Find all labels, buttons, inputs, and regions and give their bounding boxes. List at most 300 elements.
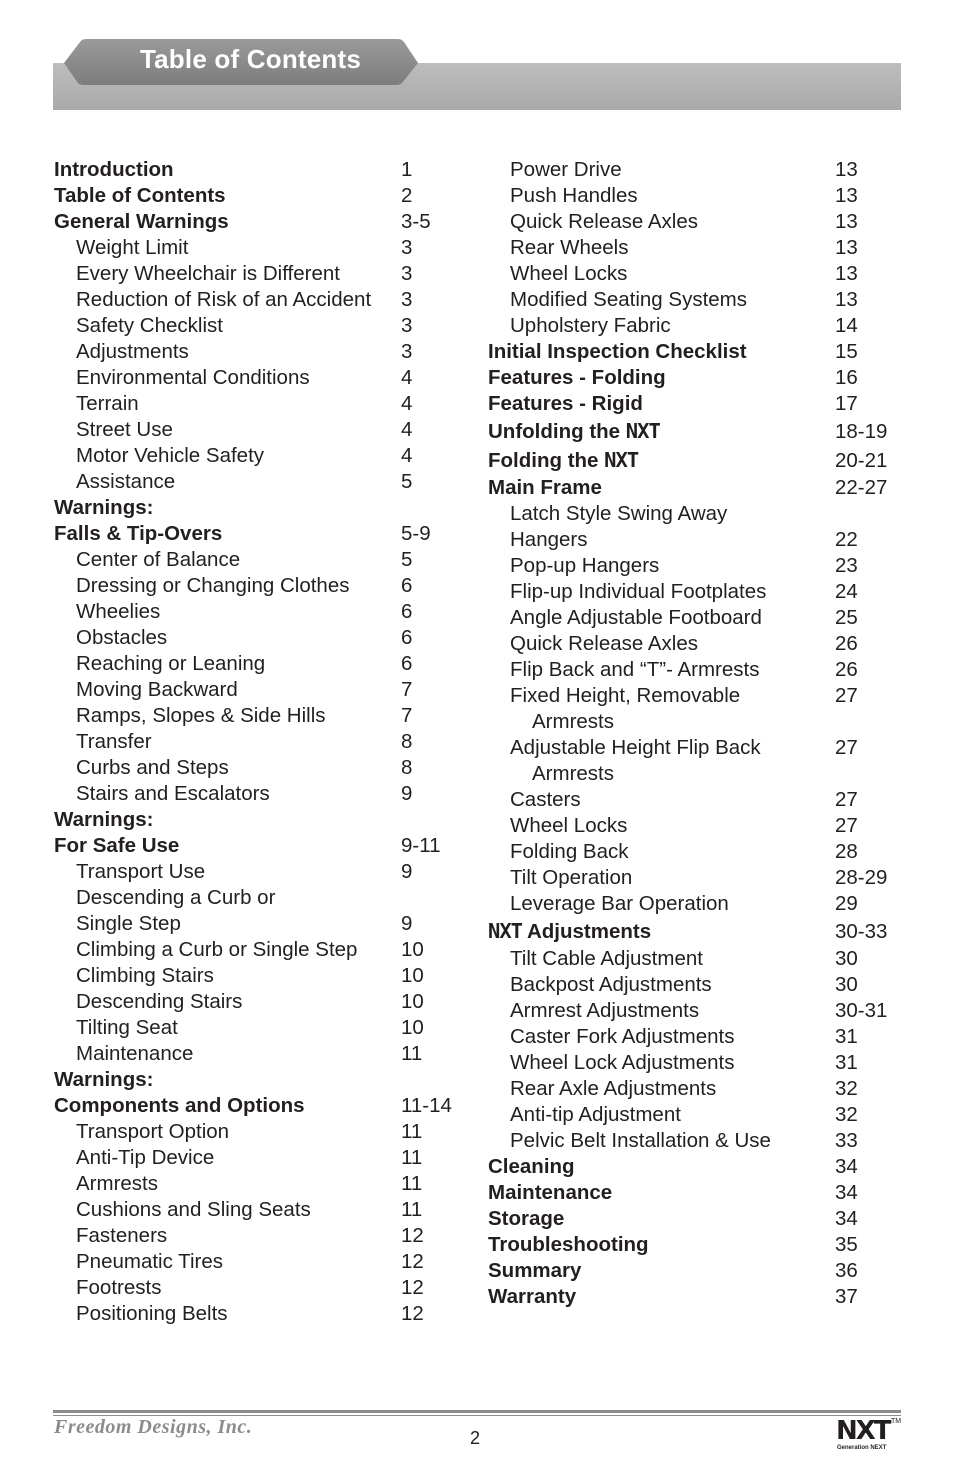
toc-right-column: [488, 157, 908, 1310]
toc-entry-label: Rear Wheels: [510, 236, 629, 259]
toc-entry-title: [488, 365, 666, 391]
toc-entry-label: Climbing a Curb or Single Step: [76, 938, 358, 961]
toc-entry: [54, 989, 464, 1015]
toc-entry: [54, 859, 464, 885]
toc-entry-page: 11-14: [401, 1094, 452, 1117]
toc-left-column: [54, 157, 464, 1327]
toc-entry-label: Anti-Tip Device: [76, 1146, 215, 1169]
toc-entry: [488, 1076, 908, 1102]
toc-entry-label: Rear Axle Adjustments: [510, 1077, 717, 1100]
toc-entry-title: [488, 1232, 649, 1258]
toc-entry-title: [76, 443, 264, 469]
toc-entry-label: Warnings:: [54, 496, 154, 519]
toc-entry-title: [76, 261, 340, 287]
toc-entry: [54, 313, 464, 339]
toc-entry-label: Descending a Curb or: [76, 886, 276, 909]
toc-entry-title: [488, 1206, 564, 1232]
toc-entry-page: 13: [835, 210, 858, 233]
toc-entry: [488, 917, 908, 946]
toc-entry: [54, 157, 464, 183]
toc-entry-label: Fixed Height, Removable: [510, 684, 741, 707]
toc-entry-page: 9: [401, 782, 413, 805]
toc-entry: [54, 885, 464, 911]
toc-entry-title: [54, 157, 174, 183]
toc-entry: [488, 631, 908, 657]
toc-entry: [54, 911, 464, 937]
toc-entry-label: Reduction of Risk of an Accident: [76, 288, 372, 311]
toc-entry-label: Introduction: [54, 158, 174, 181]
toc-entry-page: 6: [401, 600, 413, 623]
toc-entry-title: [76, 937, 357, 963]
toc-entry-title: [76, 391, 139, 417]
toc-entry-label: Tilt Cable Adjustment: [510, 947, 703, 970]
toc-entry-label: Power Drive: [510, 158, 622, 181]
toc-entry-title: [510, 579, 766, 605]
toc-entry-page: 6: [401, 652, 413, 675]
toc-entry-title: [510, 1024, 734, 1050]
toc-entry-title: [76, 1249, 223, 1275]
toc-entry: [54, 1249, 464, 1275]
toc-entry: [488, 1258, 908, 1284]
toc-entry: [488, 475, 908, 501]
toc-entry-label: Storage: [488, 1207, 565, 1230]
toc-entry-page: 5: [401, 470, 413, 493]
toc-entry-label: Tilt Operation: [510, 866, 633, 889]
toc-entry-page: 13: [835, 184, 858, 207]
toc-entry-label: Backpost Adjustments: [510, 973, 712, 996]
toc-entry-title: [54, 1067, 153, 1093]
toc-entry-page: 13: [835, 236, 858, 259]
toc-entry-title: [510, 657, 759, 683]
toc-entry-title: [76, 235, 188, 261]
toc-entry-title: [76, 1223, 167, 1249]
toc-entry-label: Folding the: [488, 449, 599, 472]
toc-entry-page: 28: [835, 840, 858, 863]
toc-entry-label: Obstacles: [76, 626, 168, 649]
toc-entry: [488, 998, 908, 1024]
toc-entry: [488, 1154, 908, 1180]
toc-entry: [488, 261, 908, 287]
toc-entry-title: [76, 1301, 228, 1327]
toc-entry: [54, 1223, 464, 1249]
toc-entry-label: Flip Back and “T”- Armrests: [510, 658, 760, 681]
toc-entry-label: Armrests: [532, 762, 614, 785]
toc-entry: [488, 839, 908, 865]
toc-entry: [488, 787, 908, 813]
toc-entry-page: 29: [835, 892, 858, 915]
toc-entry-title: [488, 417, 660, 446]
toc-entry-label: Terrain: [76, 392, 139, 415]
toc-entry-label: Climbing Stairs: [76, 964, 214, 987]
toc-entry: [488, 761, 908, 787]
toc-entry-page: 30: [835, 947, 858, 970]
toc-entry-label: General Warnings: [54, 210, 229, 233]
toc-entry-label: Adjustments: [76, 340, 189, 363]
toc-entry-label: Descending Stairs: [76, 990, 243, 1013]
toc-entry: [488, 709, 908, 735]
toc-entry-label: Features - Folding: [488, 366, 666, 389]
toc-entry-page: 31: [835, 1051, 858, 1074]
toc-entry-page: 32: [835, 1103, 858, 1126]
toc-entry-label: Anti-tip Adjustment: [510, 1103, 681, 1126]
toc-entry-page: 9: [401, 912, 413, 935]
toc-entry: [54, 365, 464, 391]
toc-entry-label: Stairs and Escalators: [76, 782, 270, 805]
toc-entry-title: [76, 547, 240, 573]
toc-entry-label: Ramps, Slopes & Side Hills: [76, 704, 326, 727]
toc-entry-label: Adjustable Height Flip Back: [510, 736, 761, 759]
toc-entry: [54, 1275, 464, 1301]
toc-entry-title: [54, 183, 226, 209]
toc-entry-title: [76, 1119, 229, 1145]
toc-entry: [488, 735, 908, 761]
toc-entry: [54, 1197, 464, 1223]
toc-entry-label: Folding Back: [510, 840, 629, 863]
toc-entry-label: Assistance: [76, 470, 176, 493]
toc-entry: [488, 157, 908, 183]
toc-entry-title: [510, 261, 627, 287]
nxt-brand-mark: NXT: [488, 919, 523, 943]
toc-entry-page: 36: [835, 1259, 858, 1282]
toc-entry-label: Unfolding the: [488, 420, 621, 443]
toc-entry-label: Pop-up Hangers: [510, 554, 660, 577]
toc-entry-label: Wheel Locks: [510, 262, 628, 285]
toc-entry-title: [510, 287, 747, 313]
toc-entry-title: [488, 1154, 575, 1180]
toc-entry-title: [488, 475, 602, 501]
toc-entry-page: 35: [835, 1233, 858, 1256]
toc-entry-label: Reaching or Leaning: [76, 652, 266, 675]
toc-entry-label: Warnings:: [54, 808, 154, 831]
toc-entry-page: 27: [835, 788, 858, 811]
toc-entry: [54, 547, 464, 573]
toc-entry: [54, 235, 464, 261]
toc-entry-label: Transport Use: [76, 860, 206, 883]
toc-entry-label: Flip-up Individual Footplates: [510, 580, 767, 603]
toc-entry-title: [510, 157, 622, 183]
toc-entry-label: Armrests: [532, 710, 614, 733]
toc-entry-title: [76, 963, 214, 989]
toc-entry-label: Latch Style Swing Away: [510, 502, 728, 525]
toc-entry-label: Footrests: [76, 1276, 162, 1299]
toc-entry: [54, 573, 464, 599]
toc-entry-label: Features - Rigid: [488, 392, 643, 415]
toc-entry-label: Transfer: [76, 730, 152, 753]
toc-entry-page: 6: [401, 626, 413, 649]
toc-entry: [488, 657, 908, 683]
toc-entry-title: [510, 631, 698, 657]
toc-entry-label: Pelvic Belt Installation & Use: [510, 1129, 771, 1152]
toc-entry-page: 16: [835, 366, 858, 389]
toc-entry-title: [510, 735, 761, 761]
toc-entry-title: [76, 859, 205, 885]
toc-entry-title: [510, 313, 671, 339]
toc-entry-title: [488, 391, 643, 417]
toc-entry-label: Transport Option: [76, 1120, 230, 1143]
toc-entry-label: Initial Inspection Checklist: [488, 340, 747, 363]
toc-entry-page: 9: [401, 860, 413, 883]
toc-entry-title: [76, 287, 371, 313]
toc-entry-label: Quick Release Axles: [510, 632, 699, 655]
toc-entry-title: [76, 703, 326, 729]
toc-entry-title: [54, 209, 229, 235]
toc-entry: [54, 755, 464, 781]
toc-entry-page: 10: [401, 938, 424, 961]
toc-entry-page: 3: [401, 340, 413, 363]
toc-entry: [488, 1180, 908, 1206]
toc-entry-title: [510, 972, 712, 998]
toc-entry-page: 13: [835, 288, 858, 311]
toc-entry-page: 6: [401, 574, 413, 597]
toc-entry-title: [54, 495, 153, 521]
toc-entry: [488, 313, 908, 339]
toc-entry-page: 12: [401, 1224, 424, 1247]
toc-entry-label: Curbs and Steps: [76, 756, 229, 779]
toc-entry: [54, 183, 464, 209]
toc-entry-label: Falls & Tip-Overs: [54, 522, 223, 545]
toc-entry-page: 30-33: [835, 920, 888, 943]
toc-entry: [488, 972, 908, 998]
footer-rule: [53, 1410, 901, 1413]
toc-entry-page: 11: [401, 1172, 423, 1195]
toc-entry-title: [510, 683, 740, 709]
toc-entry-label: Angle Adjustable Footboard: [510, 606, 762, 629]
toc-entry-label: Dressing or Changing Clothes: [76, 574, 350, 597]
footer-company-name: Freedom Designs, Inc.: [54, 1416, 253, 1438]
nxt-brand-mark: NXT: [625, 419, 660, 443]
nxt-logo: [836, 1418, 902, 1458]
toc-entry-page: 10: [401, 1016, 424, 1039]
toc-entry: [488, 1128, 908, 1154]
toc-entry: [488, 605, 908, 631]
toc-entry: [488, 683, 908, 709]
toc-entry-page: 2: [401, 184, 413, 207]
toc-entry-title: [488, 917, 651, 946]
toc-entry-title: [76, 989, 242, 1015]
toc-entry-title: [76, 1015, 178, 1041]
toc-entry-title: [510, 946, 703, 972]
toc-entry: [54, 1119, 464, 1145]
toc-entry: [488, 946, 908, 972]
toc-entry-title: [76, 469, 175, 495]
toc-entry: [488, 391, 908, 417]
toc-entry-page: 34: [835, 1207, 858, 1230]
toc-entry-title: [488, 446, 638, 475]
toc-entry: [488, 365, 908, 391]
toc-entry: [54, 651, 464, 677]
toc-entry-title: [510, 998, 699, 1024]
toc-entry-title: [76, 1275, 161, 1301]
toc-entry: [488, 1232, 908, 1258]
toc-entry-label: Push Handles: [510, 184, 638, 207]
toc-entry-page: 1: [401, 158, 413, 181]
toc-entry-title: [54, 1093, 305, 1119]
toc-entry: [488, 1102, 908, 1128]
toc-entry-title: [76, 365, 310, 391]
toc-entry-title: [76, 1041, 193, 1067]
toc-entry-title: [76, 1145, 214, 1171]
toc-entry-page: 26: [835, 658, 858, 681]
toc-entry-title: [510, 891, 729, 917]
toc-entry-page: 3: [401, 314, 413, 337]
toc-entry: [488, 501, 908, 527]
toc-entry-page: 7: [401, 678, 413, 701]
toc-entry: [54, 417, 464, 443]
toc-entry-page: 30: [835, 973, 858, 996]
toc-entry-label: Environmental Conditions: [76, 366, 310, 389]
toc-entry: [488, 813, 908, 839]
toc-entry: [488, 339, 908, 365]
toc-entry-title: [510, 235, 629, 261]
toc-entry: [488, 1050, 908, 1076]
toc-entry-label: Hangers: [510, 528, 588, 551]
toc-entry-label: Caster Fork Adjustments: [510, 1025, 735, 1048]
toc-entry-page: 27: [835, 736, 858, 759]
toc-entry: [54, 703, 464, 729]
toc-entry-label: Quick Release Axles: [510, 210, 699, 233]
toc-entry-title: [488, 1180, 612, 1206]
toc-entry: [488, 1284, 908, 1310]
toc-entry-label: Tilting Seat: [76, 1016, 178, 1039]
toc-entry-page: 3-5: [401, 210, 431, 233]
toc-entry: [54, 1301, 464, 1327]
toc-entry-page: 12: [401, 1276, 424, 1299]
toc-entry-title: [510, 1050, 734, 1076]
toc-entry-page: 25: [835, 606, 858, 629]
toc-entry: [54, 209, 464, 235]
toc-entry-page: 11: [401, 1120, 423, 1143]
page-number: 2: [470, 1428, 481, 1448]
toc-entry-page: 8: [401, 730, 413, 753]
toc-entry: [54, 963, 464, 989]
toc-entry-title: [76, 729, 152, 755]
toc-entry-label: Modified Seating Systems: [510, 288, 748, 311]
toc-entry-page: 24: [835, 580, 858, 603]
toc-entry-label: Leverage Bar Operation: [510, 892, 729, 915]
toc-entry: [488, 891, 908, 917]
toc-entry-title: [76, 677, 238, 703]
toc-entry-page: 11: [401, 1198, 423, 1221]
toc-entry: [488, 183, 908, 209]
toc-entry-title: [510, 839, 629, 865]
toc-entry: [54, 781, 464, 807]
toc-entry: [54, 339, 464, 365]
toc-entry-title: [532, 709, 614, 735]
toc-entry-title: [76, 417, 173, 443]
toc-entry-label: Every Wheelchair is Different: [76, 262, 340, 285]
toc-entry: [488, 209, 908, 235]
toc-entry-page: 32: [835, 1077, 858, 1100]
toc-entry-page: 34: [835, 1181, 858, 1204]
toc-entry-label: Armrests: [76, 1172, 158, 1195]
toc-entry-title: [532, 761, 614, 787]
toc-entry-title: [76, 313, 223, 339]
toc-entry-page: 5: [401, 548, 413, 571]
toc-entry-title: [510, 209, 698, 235]
toc-entry-page: 27: [835, 684, 858, 707]
toc-entry: [488, 287, 908, 313]
toc-entry-label: Table of Contents: [54, 184, 226, 207]
toc-entry: [54, 443, 464, 469]
toc-entry-page: 22-27: [835, 476, 888, 499]
toc-entry-page: 33: [835, 1129, 858, 1152]
page-title: Table of Contents: [140, 44, 362, 74]
toc-entry-title: [76, 911, 181, 937]
toc-entry-title: [76, 651, 265, 677]
toc-entry-title: [488, 339, 747, 365]
toc-entry-label: Adjustments: [526, 920, 652, 943]
toc-entry-title: [76, 599, 160, 625]
toc-entry-label: Maintenance: [76, 1042, 194, 1065]
toc-entry: [488, 579, 908, 605]
toc-entry-page: 20-21: [835, 449, 888, 472]
toc-entry: [54, 1015, 464, 1041]
toc-entry: [488, 1206, 908, 1232]
toc-entry-page: 4: [401, 444, 413, 467]
toc-entry-label: Wheelies: [76, 600, 161, 623]
toc-entry-page: 4: [401, 366, 413, 389]
toc-entry-title: [76, 1171, 158, 1197]
toc-entry-label: Cushions and Sling Seats: [76, 1198, 311, 1221]
logo-tagline: Generation NEXT: [837, 1445, 887, 1451]
toc-entry-label: Summary: [488, 1259, 582, 1282]
toc-entry: [54, 937, 464, 963]
toc-entry-title: [488, 1284, 576, 1310]
toc-entry-title: [510, 865, 632, 891]
toc-entry-title: [76, 625, 167, 651]
toc-entry: [54, 1067, 464, 1093]
toc-entry-label: Weight Limit: [76, 236, 189, 259]
toc-entry-label: Safety Checklist: [76, 314, 223, 337]
toc-entry: [54, 677, 464, 703]
toc-entry-title: [76, 573, 349, 599]
toc-entry-label: Moving Backward: [76, 678, 238, 701]
header-tab: [64, 39, 418, 85]
toc-entry-label: Positioning Belts: [76, 1302, 228, 1325]
toc-entry-label: Armrest Adjustments: [510, 999, 700, 1022]
toc-entry-page: 37: [835, 1285, 858, 1308]
toc-entry-page: 11: [401, 1042, 423, 1065]
toc-entry-label: For Safe Use: [54, 834, 180, 857]
toc-entry: [54, 599, 464, 625]
toc-entry-page: 28-29: [835, 866, 888, 889]
toc-entry-page: 34: [835, 1155, 858, 1178]
toc-entry-label: Casters: [510, 788, 581, 811]
toc-entry-page: 13: [835, 158, 858, 181]
toc-entry-page: 31: [835, 1025, 858, 1048]
toc-entry-label: Upholstery Fabric: [510, 314, 671, 337]
toc-entry-page: 15: [835, 340, 858, 363]
toc-entry-label: Fasteners: [76, 1224, 168, 1247]
toc-entry-page: 12: [401, 1302, 424, 1325]
toc-entry: [54, 807, 464, 833]
toc-entry-page: 10: [401, 990, 424, 1013]
toc-entry-title: [76, 1197, 311, 1223]
toc-entry-page: 18-19: [835, 420, 888, 443]
toc-entry-title: [510, 527, 588, 553]
toc-entry: [54, 287, 464, 313]
toc-entry: [54, 625, 464, 651]
toc-entry-page: 9-11: [401, 834, 441, 857]
toc-entry: [54, 1041, 464, 1067]
toc-entry-label: Wheel Lock Adjustments: [510, 1051, 735, 1074]
toc-entry-title: [54, 833, 179, 859]
toc-entry-title: [510, 1102, 681, 1128]
toc-entry: [488, 865, 908, 891]
toc-entry-page: 3: [401, 262, 413, 285]
toc-entry-title: [76, 755, 229, 781]
toc-entry-title: [488, 1258, 581, 1284]
